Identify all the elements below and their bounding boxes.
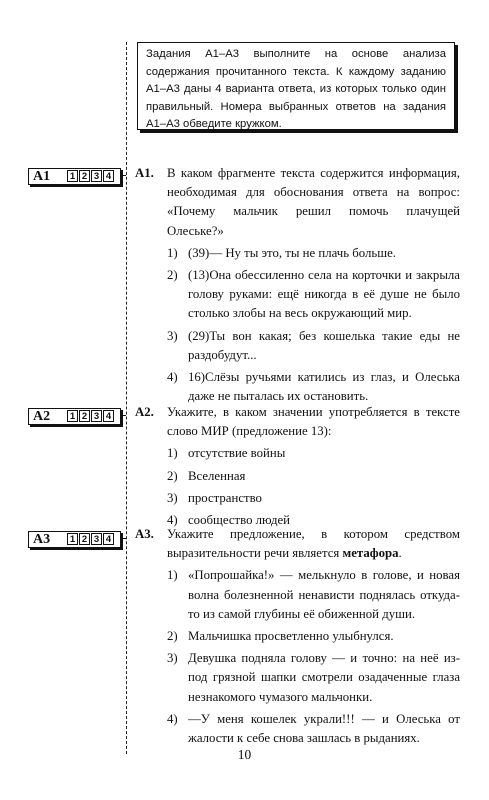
option-text: отсутствие войны (188, 446, 286, 461)
answer-box-1[interactable]: 1 (67, 410, 78, 422)
option-number: 3) (167, 328, 178, 343)
option-number: 1) (167, 446, 178, 461)
answer-label-a1 (28, 168, 121, 185)
option-item (135, 467, 460, 486)
question-text-bold: метафора (342, 546, 399, 561)
question-text-part: Укажите предложение, в котором средством выразительности речи является (167, 527, 460, 561)
answer-box-1[interactable]: 1 (67, 533, 78, 545)
question-a2 (135, 403, 460, 533)
question-number: А1. (135, 166, 154, 180)
answer-box-2[interactable]: 2 (79, 170, 90, 182)
question-text (167, 164, 460, 241)
option-text: Мальчишка просветленно улыбнулся. (188, 629, 394, 644)
option-number: 2) (167, 468, 178, 483)
option-item (135, 368, 460, 406)
answer-box-4[interactable]: 4 (103, 533, 114, 545)
option-number: 3) (167, 651, 178, 666)
answer-boxes (67, 533, 115, 545)
question-text-part: В каком фрагменте текста содержится информация, необходимая для обоснования ответа на вопрос: «Почему мальчик решил помочь плачущей Олеське?» (167, 166, 460, 238)
instructions-box (137, 42, 455, 130)
question-a1 (135, 164, 460, 409)
option-item (135, 244, 460, 263)
option-number: 2) (167, 268, 178, 283)
option-item (135, 649, 460, 707)
option-item (135, 489, 460, 508)
option-item (135, 327, 460, 365)
option-text: (13)Она обессиленно села на корточки и закрыла голову руками: ещё никогда в её душе не было столько злобы на весь окружающий мир. (188, 268, 460, 321)
cut-line (126, 42, 127, 754)
answer-box-4[interactable]: 4 (103, 410, 114, 422)
option-list (135, 566, 460, 748)
page-number: 10 (237, 747, 252, 762)
option-text: Вселенная (188, 468, 246, 483)
leader-dots (121, 415, 126, 416)
option-item (135, 444, 460, 463)
answer-box-3[interactable]: 3 (91, 410, 102, 422)
option-number: 1) (167, 568, 178, 583)
answer-box-2[interactable]: 2 (79, 533, 90, 545)
instructions-text: Задания А1–А3 выполните на основе анализа содержания прочитанного текста. К каждому заданию А1–А3 даны 4 варианта ответа, из которых только один правильный. Номера выбранных ответов на задания А1–А3 обведите кружком. (146, 48, 446, 131)
answer-box-4[interactable]: 4 (103, 170, 114, 182)
question-number: А2. (135, 405, 154, 419)
question-text-part: Укажите, в каком значении употребляется в тексте слово МИР (предложение 13): (167, 405, 460, 439)
option-number: 4) (167, 513, 178, 528)
option-text: Девушка подняла голову — и точно: на неё из-под грязной шапки смотрели озадаченные глаза незнакомого чумазого мальчонки. (188, 651, 460, 704)
option-number: 3) (167, 490, 178, 505)
answer-label-a3 (28, 531, 121, 548)
leader-dots (121, 538, 126, 539)
option-text: «Попрошайка!» — мелькнуло в голове, и новая волна болезненной ненависти поднялась откуда-то из самой глубины её обиженной души. (188, 568, 460, 621)
answer-box-2[interactable]: 2 (79, 410, 90, 422)
option-number: 1) (167, 245, 178, 260)
answer-boxes (67, 410, 115, 422)
answer-label-number: А3 (33, 532, 51, 547)
question-a3 (135, 525, 460, 751)
question-number: А3. (135, 527, 154, 541)
option-number: 4) (167, 711, 178, 726)
answer-label-number: А2 (33, 409, 51, 424)
option-item (135, 566, 460, 624)
option-text: (29)Ты вон какая; без кошелька такие еды не раздобудут... (188, 328, 460, 362)
leader-dots (121, 175, 126, 176)
option-item (135, 627, 460, 646)
option-number: 2) (167, 629, 178, 644)
question-text (167, 403, 460, 441)
answer-box-3[interactable]: 3 (91, 533, 102, 545)
option-text: (39)— Ну ты это, ты не плачь больше. (188, 245, 396, 260)
option-list (135, 244, 460, 407)
answer-label-a2 (28, 408, 121, 425)
answer-label-number: А1 (33, 169, 51, 184)
option-item (135, 266, 460, 324)
option-item (135, 710, 460, 748)
answer-box-1[interactable]: 1 (67, 170, 78, 182)
question-text-end: . (398, 546, 402, 561)
option-text: —У меня кошелек украли!!! — и Олеська от жалости к себе снова зашлась в рыданиях. (188, 711, 460, 746)
option-text: пространство (188, 490, 262, 505)
answer-boxes (67, 170, 115, 182)
answer-box-3[interactable]: 3 (91, 170, 102, 182)
option-text: 16)Слёзы ручьями катились из глаз, и Олеська даже не пыталась их остановить. (188, 370, 460, 404)
question-text (167, 525, 460, 563)
option-text: сообщество людей (188, 513, 291, 528)
option-list (135, 444, 460, 530)
option-number: 4) (167, 370, 178, 385)
